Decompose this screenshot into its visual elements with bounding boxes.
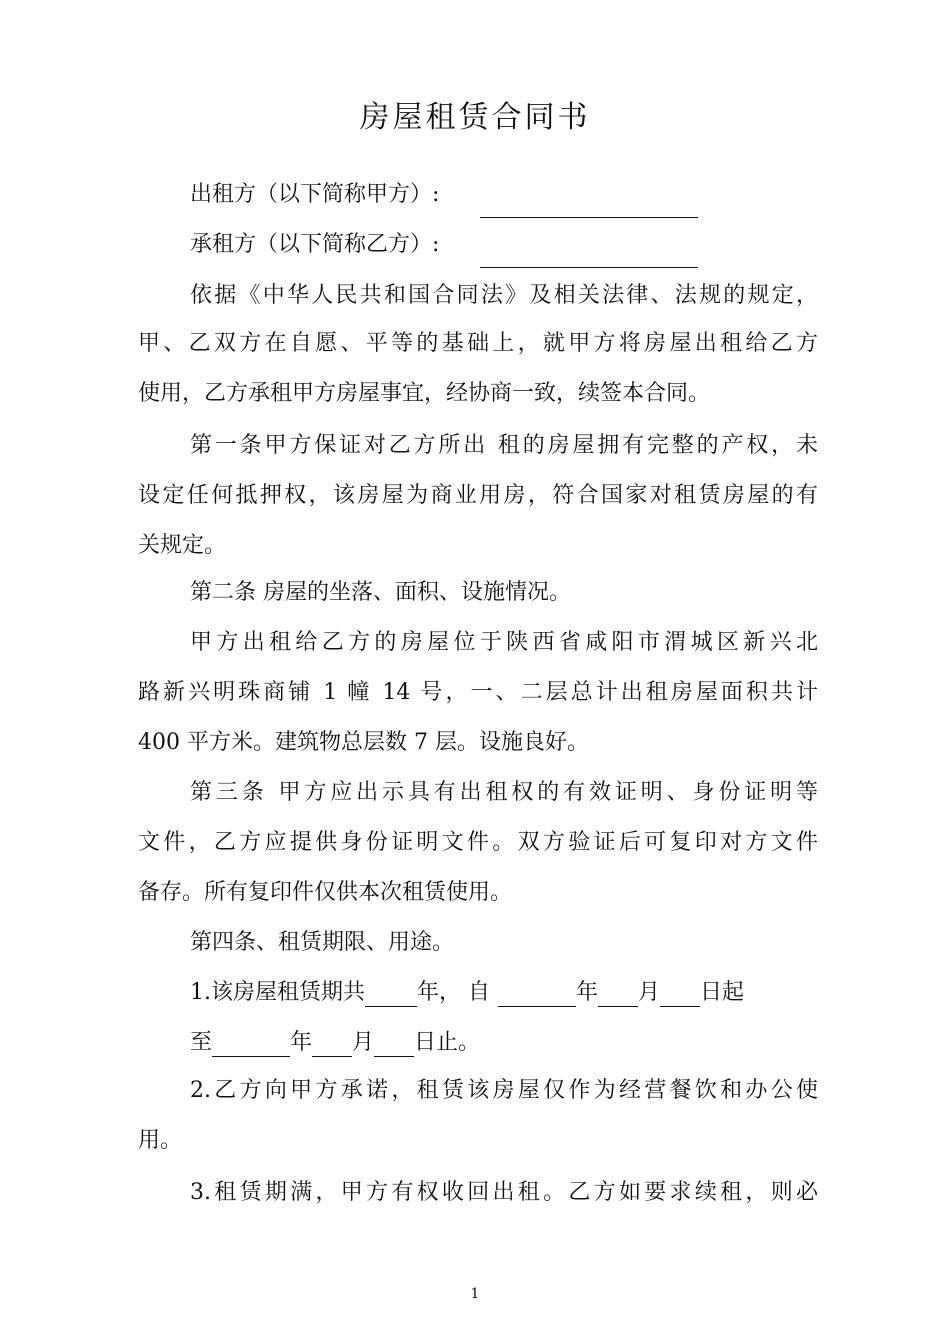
lease-term-text: 日止。 <box>414 1030 481 1055</box>
intro-line: 甲、乙双方在自愿、平等的基础上，就甲方将房屋出租给乙方 <box>138 331 818 356</box>
item2-line: 2.乙方向甲方承诺，租赁该房屋仅作为经营餐饮和办公使 <box>190 1078 818 1103</box>
lease-term-line <box>190 976 818 1010</box>
lessor-name-blank[interactable] <box>480 217 698 218</box>
lessor-label: 出租方（以下简称甲方）: <box>190 182 440 207</box>
article1-line: 关规定。 <box>138 533 227 558</box>
start-month-blank[interactable] <box>598 980 638 1007</box>
lease-term-text: 年 <box>576 980 599 1005</box>
start-day-blank[interactable] <box>660 980 700 1007</box>
end-year-blank[interactable] <box>212 1030 290 1057</box>
end-month-blank[interactable] <box>312 1030 352 1057</box>
item2-line: 用。 <box>138 1128 183 1153</box>
article2-line: 甲方出租给乙方的房屋位于陕西省咸阳市渭城区新兴北 <box>190 630 818 655</box>
article1-line: 设定任何抵押权，该房屋为商业用房，符合国家对租赁房屋的有 <box>138 483 818 508</box>
lease-years-blank[interactable] <box>365 980 417 1007</box>
lessee-name-blank[interactable] <box>480 267 698 268</box>
lease-term-text: 1.该房屋租赁期共 <box>190 980 365 1005</box>
item3-line: 3.租赁期满，甲方有权收回出租。乙方如要求续租，则必 <box>190 1180 818 1205</box>
article4-heading: 第四条、租赁期限、用途。 <box>190 930 455 955</box>
end-day-blank[interactable] <box>374 1030 414 1057</box>
article2-heading: 第二条 房屋的坐落、面积、设施情况。 <box>190 580 571 605</box>
document-title: 房屋租赁合同书 <box>359 100 591 135</box>
article2-line: 400 平方米。建筑物总层数 7 层。设施良好。 <box>138 730 589 755</box>
article3-line: 文件，乙方应提供身份证明文件。双方验证后可复印对方文件 <box>138 830 818 855</box>
lease-term-text: 年 <box>290 1030 313 1055</box>
lease-term-text: 月 <box>638 980 661 1005</box>
lease-term-text: 日起 <box>700 980 745 1005</box>
intro-line: 使用，乙方承租甲方房屋事宜，经协商一致，续签本合同。 <box>138 381 711 406</box>
lease-term-text: 年， 自 <box>417 980 490 1005</box>
start-year-blank[interactable] <box>498 980 576 1007</box>
page-number: 1 <box>470 1286 480 1302</box>
article3-line: 第三条 甲方应出示具有出租权的有效证明、身份证明等 <box>190 780 818 805</box>
article3-line: 备存。所有复印件仅供本次租赁使用。 <box>138 880 513 905</box>
intro-line: 依据《中华人民共和国合同法》及相关法律、法规的规定， <box>190 283 818 308</box>
lease-term-text: 至 <box>190 1030 213 1055</box>
article2-line: 路新兴明珠商铺 1 幢 14 号，一、二层总计出租房屋面积共计 <box>138 680 818 705</box>
lease-end-line <box>190 1026 818 1060</box>
lessee-label: 承租方（以下简称乙方）: <box>190 232 440 257</box>
lease-term-text: 月 <box>352 1030 375 1055</box>
article1-line: 第一条甲方保证对乙方所出 租的房屋拥有完整的产权，未 <box>190 433 818 458</box>
